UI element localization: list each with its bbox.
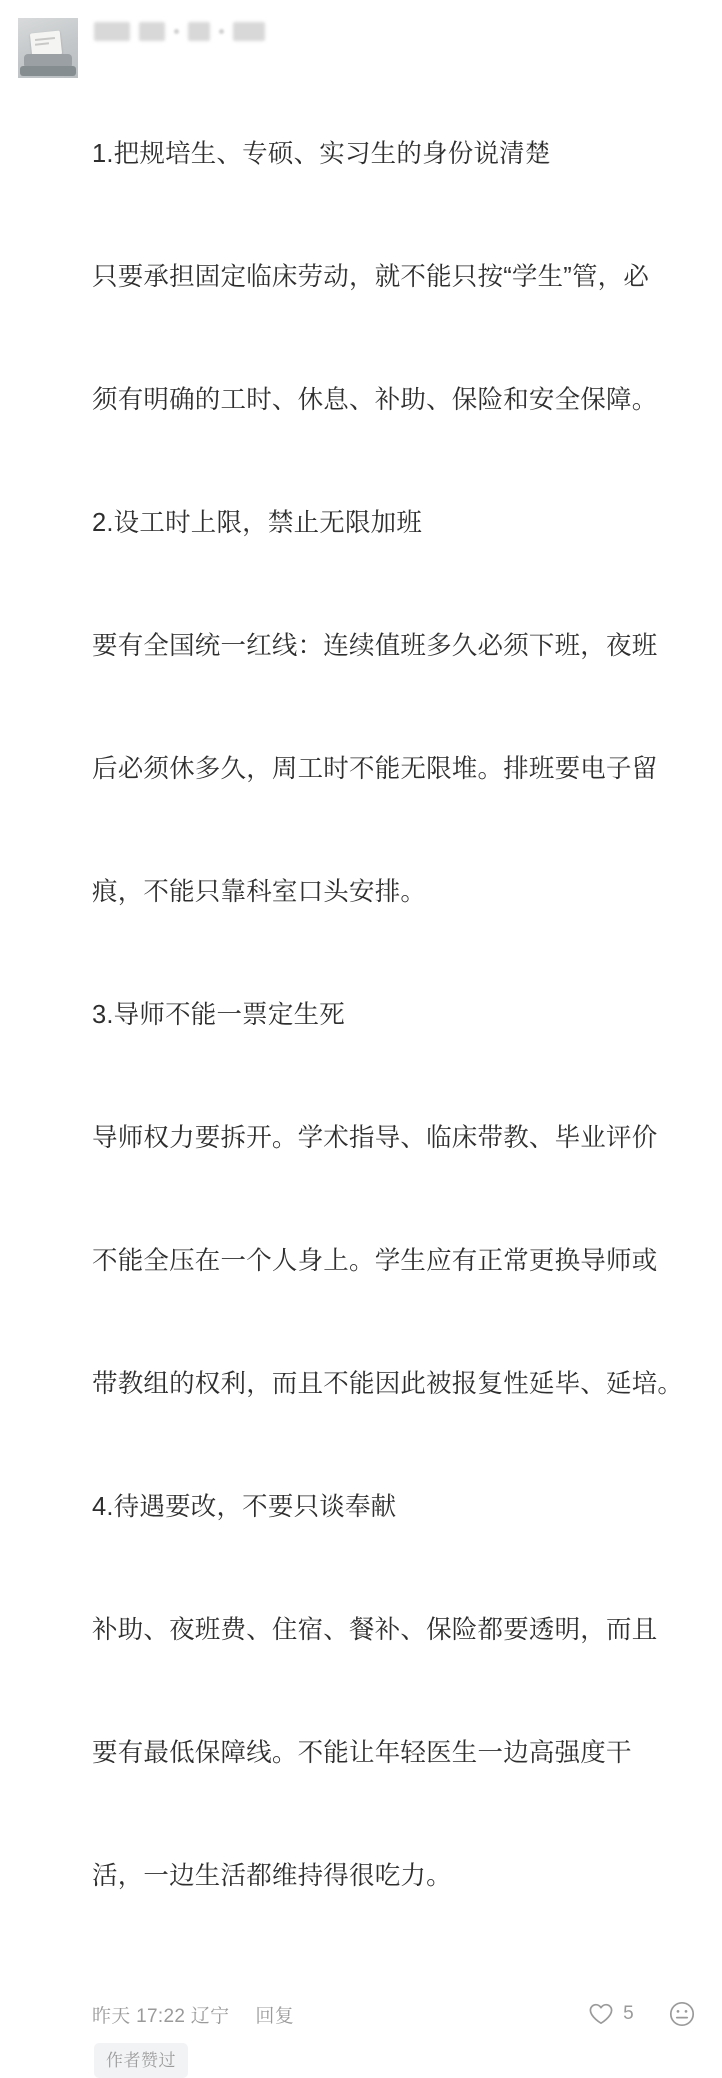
- comment-text-line: 带教组的权利，而且不能因此被报复性延毕、延培。: [92, 1370, 684, 1398]
- comment-body: [84, 14, 704, 2078]
- comment-text-line: 只要承担固定临床劳动，就不能只按“学生”管，必: [92, 263, 650, 291]
- comment-text-line: 要有最低保障线。不能让年轻医生一边高强度干: [92, 1739, 632, 1767]
- like-button[interactable]: [588, 2002, 634, 2026]
- comment-text-line: 1.把规培生、专硕、实习生的身份说清楚: [92, 140, 551, 168]
- heart-icon[interactable]: [588, 2002, 614, 2026]
- like-count: 5: [623, 2003, 634, 2024]
- comment-meta-row: [92, 1997, 704, 2031]
- comment-text-line: 3.导师不能一票定生死: [92, 1001, 345, 1029]
- author-liked-badge: 作者赞过: [94, 2043, 188, 2078]
- comment-text-line: 补助、夜班费、住宿、餐补、保险都要透明，而且: [92, 1616, 658, 1644]
- emoji-smiley-icon[interactable]: [668, 2000, 696, 2028]
- reply-button[interactable]: 回复: [255, 2005, 295, 2027]
- username-redacted-dot: [174, 29, 179, 34]
- comment-text-line: 后必须休多久，周工时不能无限堆。排班要电子留: [92, 755, 658, 783]
- comment-text-line: 导师权力要拆开。学术指导、临床带教、毕业评价: [92, 1124, 658, 1152]
- avatar[interactable]: [18, 18, 78, 78]
- comment-timestamp: 昨天 17:22 辽宁: [92, 2005, 230, 2027]
- comment-text-line: 不能全压在一个人身上。学生应有正常更换导师或: [92, 1247, 658, 1275]
- username-redacted-dot: [219, 29, 224, 34]
- username-redacted-block: [233, 22, 265, 41]
- avatar-shape-icon: [20, 66, 76, 76]
- comment-text-line: 2.设工时上限，禁止无限加班: [92, 509, 423, 537]
- comment-text-line: 活，一边生活都维持得很吃力。: [92, 1862, 452, 1890]
- author-liked-badge-row: [92, 2043, 704, 2078]
- comment-text: [92, 52, 704, 1979]
- comment-text-line: 痕，不能只靠科室口头安排。: [92, 878, 427, 906]
- comment-text-line: 要有全国统一红线：连续值班多久必须下班，夜班: [92, 632, 658, 660]
- username-redacted-block: [139, 22, 165, 41]
- comment-text-line: 4.待遇要改，不要只谈奉献: [92, 1493, 397, 1521]
- username-redacted-block: [188, 22, 210, 41]
- comment-text-line: 须有明确的工时、休息、补助、保险和安全保障。: [92, 386, 658, 414]
- username-row[interactable]: [92, 14, 704, 48]
- avatar-container[interactable]: [18, 14, 84, 78]
- username-redacted-block: [94, 22, 130, 41]
